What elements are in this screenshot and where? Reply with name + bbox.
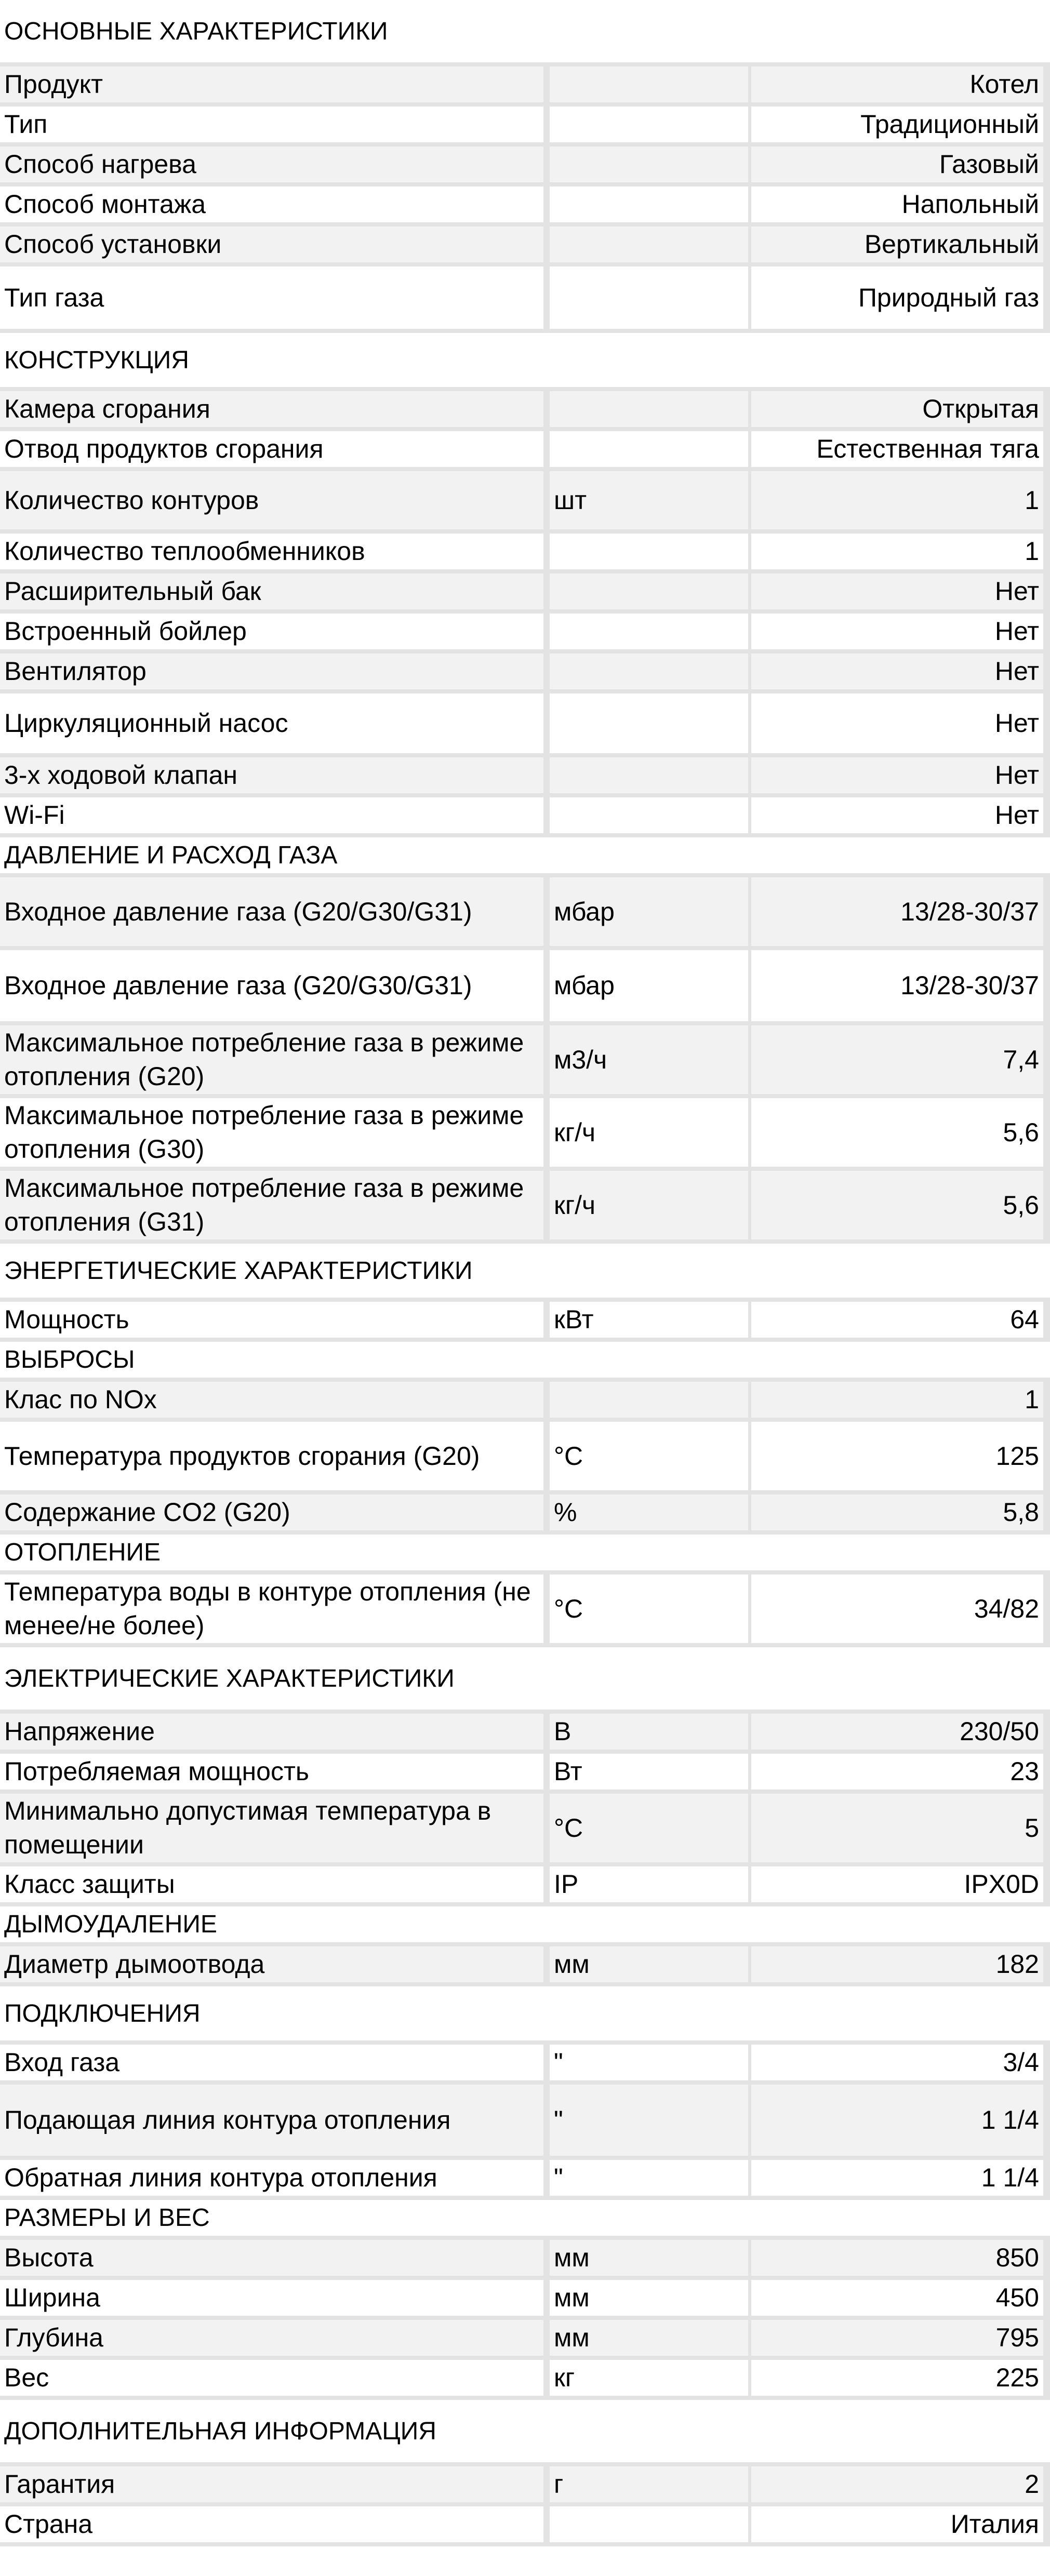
spec-row [0,2506,1050,2546]
spec-row [0,1794,1050,1866]
spec-row [0,2045,1050,2085]
spec-name: Вентилятор [0,653,543,689]
spec-value: Нет [751,653,1043,689]
section-header: ОСНОВНЫЕ ХАРАКТЕРИСТИКИ [0,0,1050,66]
spec-unit: °C [550,1574,748,1643]
spec-row [0,66,1050,106]
spec-unit [550,613,748,649]
spec-name: Ширина [0,2280,543,2316]
spec-name: Мощность [0,1302,543,1338]
spec-name: Обратная линия контура отопления [0,2160,543,2196]
spec-value: 450 [751,2280,1043,2316]
spec-unit [550,797,748,833]
spec-row [0,1574,1050,1647]
spec-value: 5,8 [751,1494,1043,1530]
spec-unit [550,226,748,262]
spec-name: Тип [0,106,543,142]
spec-unit [550,186,748,222]
spec-name: Входное давление газа (G20/G30/G31) [0,950,543,1021]
spec-row [0,266,1050,333]
spec-unit: мм [550,2320,748,2356]
spec-name: Входное давление газа (G20/G30/G31) [0,877,543,946]
spec-name: Диаметр дымоотвода [0,1946,543,1982]
spec-value: 5,6 [751,1098,1043,1167]
spec-row [0,106,1050,146]
spec-value: Открытая [751,391,1043,427]
section-header: КОНСТРУКЦИЯ [0,333,1050,391]
spec-unit: В [550,1714,748,1750]
spec-name: Температура воды в контуре отопления (не менее/не более) [0,1574,543,1643]
spec-name: Тип газа [0,266,543,329]
spec-value: 1 [751,533,1043,569]
section-header: ПОДКЛЮЧЕНИЯ [0,1986,1050,2045]
spec-row [0,2160,1050,2200]
spec-row [0,693,1050,757]
spec-row [0,1171,1050,1244]
spec-row [0,1302,1050,1342]
spec-unit [550,1382,748,1418]
spec-unit [550,2506,748,2542]
spec-name: Гарантия [0,2466,543,2502]
spec-value: 1 1/4 [751,2160,1043,2196]
spec-row [0,2466,1050,2506]
spec-name: Температура продуктов сгорания (G20) [0,1422,543,1490]
spec-unit [550,391,748,427]
spec-name: Клас по NOx [0,1382,543,1418]
spec-name: Высота [0,2240,543,2276]
spec-name: Способ нагрева [0,146,543,182]
spec-name: Содержание CO2 (G20) [0,1494,543,1530]
spec-value: Нет [751,797,1043,833]
spec-name: Напряжение [0,1714,543,1750]
spec-name: Количество контуров [0,471,543,529]
spec-value: 1 [751,1382,1043,1418]
spec-value: 7,4 [751,1025,1043,1094]
spec-unit: °C [550,1422,748,1490]
spec-name: Класс защиты [0,1866,543,1902]
spec-value: Нет [751,573,1043,609]
spec-name: Максимальное потребление газа в режиме отопления (G30) [0,1098,543,1167]
spec-value: 5,6 [751,1171,1043,1239]
section-header: ВЫБРОСЫ [0,1342,1050,1382]
spec-row [0,613,1050,653]
spec-unit [550,757,748,793]
spec-name: Wi-Fi [0,797,543,833]
section-header: ДОПОЛНИТЕЛЬНАЯ ИНФОРМАЦИЯ [0,2400,1050,2466]
spec-unit: " [550,2045,748,2080]
spec-name: Подающая линия контура отопления [0,2085,543,2156]
spec-name: Камера сгорания [0,391,543,427]
spec-unit [550,266,748,329]
spec-value: 230/50 [751,1714,1043,1750]
spec-unit: IP [550,1866,748,1902]
spec-name: Отвод продуктов сгорания [0,431,543,467]
spec-row [0,2320,1050,2360]
spec-name: Вес [0,2360,543,2396]
spec-unit: мбар [550,950,748,1021]
spec-row [0,391,1050,431]
spec-unit: кВт [550,1302,748,1338]
spec-unit: кг/ч [550,1098,748,1167]
spec-value: 64 [751,1302,1043,1338]
spec-name: Циркуляционный насос [0,693,543,753]
spec-unit: г [550,2466,748,2502]
spec-row [0,2085,1050,2160]
spec-row [0,1025,1050,1098]
spec-row [0,950,1050,1025]
spec-name: Минимально допустимая температура в помещении [0,1794,543,1862]
spec-value: Нет [751,757,1043,793]
spec-row [0,471,1050,533]
spec-name: Страна [0,2506,543,2542]
spec-row [0,186,1050,226]
spec-row [0,877,1050,950]
spec-value: 34/82 [751,1574,1043,1643]
spec-unit [550,573,748,609]
spec-row [0,573,1050,613]
spec-name: Количество теплообменников [0,533,543,569]
spec-value: 23 [751,1754,1043,1790]
spec-value: Нет [751,693,1043,753]
spec-row [0,146,1050,186]
spec-row [0,1946,1050,1986]
spec-row [0,757,1050,797]
spec-unit [550,431,748,467]
spec-value: 13/28-30/37 [751,877,1043,946]
spec-name: Глубина [0,2320,543,2356]
spec-unit: Вт [550,1754,748,1790]
spec-unit: шт [550,471,748,529]
spec-value: Напольный [751,186,1043,222]
spec-value: 5 [751,1794,1043,1862]
spec-value: Естественная тяга [751,431,1043,467]
spec-value: 125 [751,1422,1043,1490]
spec-unit [550,66,748,102]
spec-row [0,1866,1050,1906]
spec-name: 3-х ходовой клапан [0,757,543,793]
spec-unit: м3/ч [550,1025,748,1094]
section-header: ОТОПЛЕНИЕ [0,1534,1050,1574]
spec-value: Италия [751,2506,1043,2542]
spec-unit: кг [550,2360,748,2396]
spec-row [0,431,1050,471]
spec-value: Котел [751,66,1043,102]
spec-value: Газовый [751,146,1043,182]
spec-value: Традиционный [751,106,1043,142]
spec-unit [550,106,748,142]
spec-row [0,1422,1050,1494]
spec-value: 850 [751,2240,1043,2276]
spec-row [0,1494,1050,1534]
spec-name: Вход газа [0,2045,543,2080]
spec-unit [550,533,748,569]
spec-name: Способ монтажа [0,186,543,222]
spec-row [0,533,1050,573]
spec-unit: мбар [550,877,748,946]
spec-unit [550,693,748,753]
spec-unit [550,146,748,182]
spec-value: 1 [751,471,1043,529]
spec-value: 13/28-30/37 [751,950,1043,1021]
section-header: РАЗМЕРЫ И ВЕС [0,2200,1050,2240]
spec-unit: % [550,1494,748,1530]
spec-row [0,2240,1050,2280]
spec-unit: " [550,2160,748,2196]
spec-row [0,1754,1050,1794]
spec-name: Расширительный бак [0,573,543,609]
spec-row [0,653,1050,693]
spec-name: Встроенный бойлер [0,613,543,649]
spec-unit [550,653,748,689]
section-header: ЭНЕРГЕТИЧЕСКИЕ ХАРАКТЕРИСТИКИ [0,1244,1050,1302]
spec-name: Максимальное потребление газа в режиме отопления (G31) [0,1171,543,1239]
spec-value: 2 [751,2466,1043,2502]
section-header: ДАВЛЕНИЕ И РАСХОД ГАЗА [0,837,1050,877]
spec-unit: °C [550,1794,748,1862]
spec-value: 182 [751,1946,1043,1982]
spec-unit: мм [550,2280,748,2316]
spec-name: Потребляемая мощность [0,1754,543,1790]
spec-value: 1 1/4 [751,2085,1043,2156]
section-header: ДЫМОУДАЛЕНИЕ [0,1906,1050,1946]
spec-value: 225 [751,2360,1043,2396]
spec-unit: " [550,2085,748,2156]
spec-name: Максимальное потребление газа в режиме отопления (G20) [0,1025,543,1094]
spec-value: Вертикальный [751,226,1043,262]
spec-value: Нет [751,613,1043,649]
spec-row [0,1714,1050,1754]
spec-row [0,1382,1050,1422]
spec-unit: кг/ч [550,1171,748,1239]
spec-value: Природный газ [751,266,1043,329]
spec-row [0,797,1050,837]
spec-row [0,1098,1050,1171]
spec-name: Способ установки [0,226,543,262]
spec-row [0,2280,1050,2320]
spec-name: Продукт [0,66,543,102]
section-header: ЭЛЕКТРИЧЕСКИЕ ХАРАКТЕРИСТИКИ [0,1647,1050,1714]
spec-value: 795 [751,2320,1043,2356]
spec-row [0,2360,1050,2400]
spec-unit: мм [550,2240,748,2276]
spec-value: 3/4 [751,2045,1043,2080]
spec-unit: мм [550,1946,748,1982]
spec-value: IPX0D [751,1866,1043,1902]
spec-row [0,226,1050,266]
